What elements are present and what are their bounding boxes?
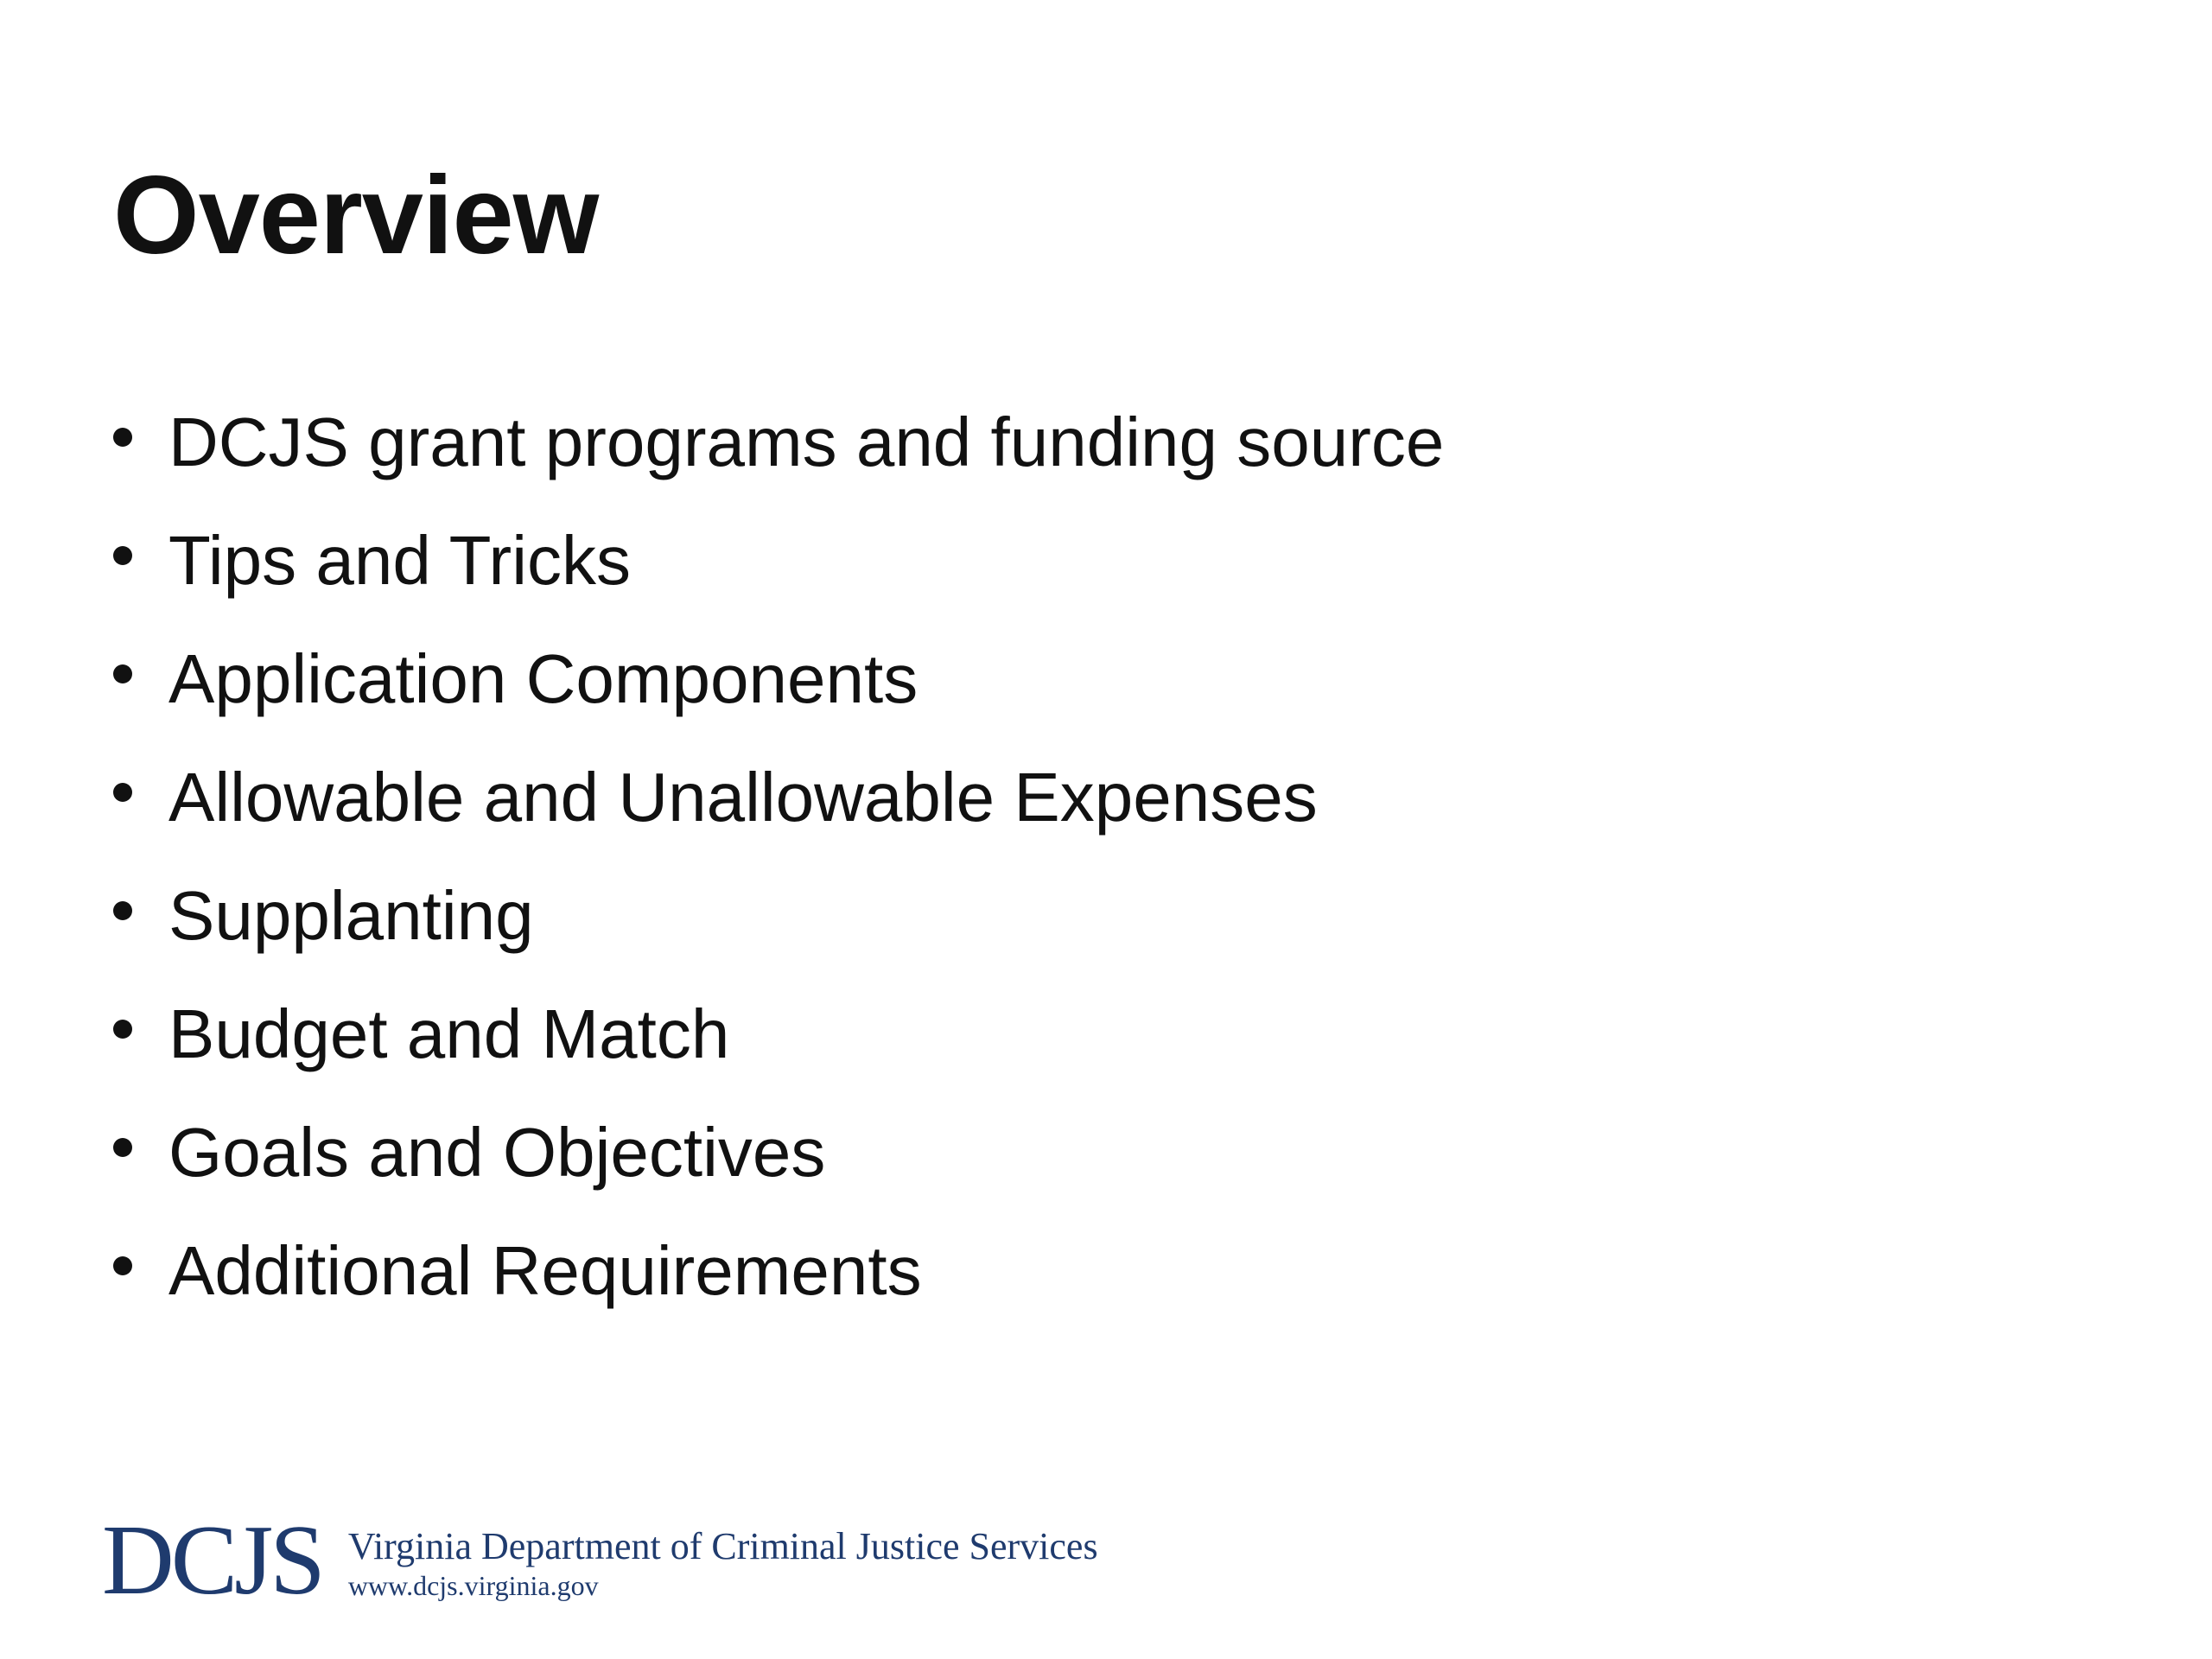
list-item bbox=[113, 620, 1444, 738]
bullet-icon bbox=[113, 1138, 132, 1157]
list-item bbox=[113, 1093, 1444, 1211]
bullet-icon bbox=[113, 1020, 132, 1039]
list-item bbox=[113, 975, 1444, 1093]
bullet-text: Supplanting bbox=[168, 876, 534, 954]
bullet-text: DCJS grant programs and funding source bbox=[168, 403, 1445, 480]
logo-text bbox=[348, 1525, 1098, 1603]
agency-logo bbox=[102, 1505, 1098, 1616]
list-item bbox=[113, 1211, 1444, 1330]
bullet-icon bbox=[113, 1256, 132, 1275]
logo-mark: DCJS bbox=[102, 1505, 322, 1616]
bullet-text: Application Components bbox=[168, 639, 918, 717]
bullet-text: Budget and Match bbox=[168, 995, 730, 1072]
bullet-icon bbox=[113, 546, 132, 565]
bullet-text: Allowable and Unallowable Expenses bbox=[168, 758, 1318, 836]
agency-name: Virginia Department of Criminal Justice Services bbox=[347, 1525, 1098, 1567]
list-item bbox=[113, 856, 1444, 975]
bullet-text: Additional Requirements bbox=[168, 1231, 922, 1309]
bullet-list bbox=[113, 383, 1444, 1330]
agency-website: www.dcjs.virginia.gov bbox=[347, 1570, 599, 1601]
list-item bbox=[113, 501, 1444, 620]
list-item bbox=[113, 383, 1444, 501]
list-item bbox=[113, 738, 1444, 856]
slide-title: Overview bbox=[113, 154, 599, 277]
bullet-text: Tips and Tricks bbox=[168, 521, 631, 599]
bullet-icon bbox=[113, 901, 132, 920]
bullet-text: Goals and Objectives bbox=[168, 1113, 826, 1191]
bullet-icon bbox=[113, 783, 132, 802]
bullet-icon bbox=[113, 428, 132, 447]
bullet-icon bbox=[113, 664, 132, 683]
